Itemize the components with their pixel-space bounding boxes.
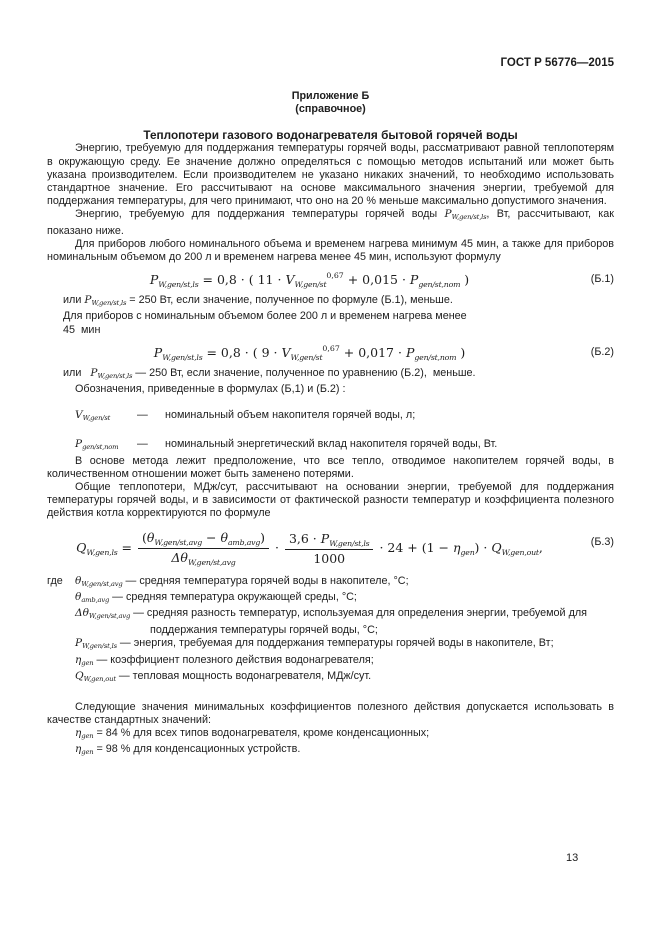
fraction-power — [285, 531, 374, 566]
var-subscript: W,gen,ls — [86, 547, 118, 557]
formula-operator: = — [117, 539, 136, 555]
var-symbol: η — [452, 539, 461, 555]
where-definitions — [47, 575, 614, 687]
var-symbol: θ — [146, 529, 155, 545]
line-devices-over-200: Для приборов с номинальным объемом более 200 л и временем нагрева менее — [63, 310, 467, 323]
notation-text: номинальный энергетический вклад накопителя горячей воды, Вт. — [165, 438, 498, 451]
var-symbol: Δθ — [171, 549, 188, 565]
formula-operator: ) — [460, 272, 470, 288]
formula-b2 — [47, 344, 614, 362]
var-subscript: W,gen/st,ls — [97, 371, 133, 380]
var-symbol: V — [281, 344, 291, 360]
var-symbol: P — [409, 272, 419, 288]
line-45-min: 45 мин — [63, 323, 101, 336]
var-subscript: W,gen/st — [82, 414, 111, 423]
definition-item — [47, 607, 614, 637]
var-symbol: Q — [76, 539, 87, 555]
var-subscript: W,gen,out — [501, 547, 539, 557]
definition-text: — тепловая мощность водонагревателя, МДж/сут. — [115, 670, 372, 683]
var-subscript: gen — [81, 748, 94, 757]
var-subscript: amb,avg — [227, 537, 261, 547]
var-subscript: gen — [81, 658, 94, 667]
var-superscript: 0,67 — [322, 343, 340, 353]
var-symbol: V — [75, 409, 83, 422]
var-subscript: W,gen/st — [290, 352, 323, 362]
page-number: 13 — [566, 852, 579, 864]
formula-operator: = 0,8 · ( 9 · — [202, 344, 282, 360]
appendix-type: (справочное) — [295, 103, 366, 116]
definition-text: — коэффициент полезного действия водонагревателя; — [93, 653, 374, 666]
para-devices-45min: Для приборов любого номинального объема и временем нагрева минимум 45 мин, а также для приборов номинальным объемом до 200 л и временем нагрева менее 45 мин, используют формулу — [47, 237, 614, 264]
fraction-temperature — [138, 530, 269, 567]
var-symbol: θ — [220, 529, 228, 545]
var-symbol: P — [75, 637, 83, 650]
var-subscript: W,gen,out — [83, 675, 116, 684]
var-symbol: V — [285, 272, 295, 288]
fraction-numerator — [138, 530, 269, 549]
var-subscript: W,gen/st,ls — [451, 213, 487, 222]
var-subscript: W,gen/st — [294, 280, 327, 290]
line-or-250-b2 — [63, 367, 614, 383]
var-subscript: amb,avg — [81, 596, 110, 605]
math-var-p — [75, 438, 137, 454]
var-subscript: gen/st,nom — [418, 280, 461, 290]
math-var-theta — [75, 591, 109, 603]
where-label: где — [47, 574, 63, 587]
formula-operator: + 0,017 · — [339, 344, 406, 360]
math-var-eta — [75, 743, 93, 755]
formula-operator: 3,6 · — [288, 530, 321, 546]
formula-operator: · 24 + (1 − — [375, 539, 453, 555]
var-subscript: W,gen/st,ls — [329, 538, 370, 548]
para-text: , Вт, рассчитывают, как показано ниже. — [47, 208, 614, 237]
para-text: Энергию, требуемую для поддержания температуры горячей воды — [75, 208, 445, 221]
var-symbol: θ — [75, 591, 82, 604]
definition-text: — средняя температура горячей воды в накопителе, °С; — [122, 574, 409, 587]
line-text: или — [63, 294, 85, 307]
math-var-eta — [75, 727, 93, 739]
formula-label-b1: (Б.1) — [590, 273, 614, 286]
var-subscript: W,gen/st,avg — [154, 537, 203, 547]
var-symbol: P — [75, 438, 83, 451]
document-content — [47, 0, 614, 760]
definition-item — [47, 575, 614, 591]
var-subscript: W,gen/st,avg — [187, 557, 236, 567]
var-symbol: η — [75, 743, 82, 756]
math-var-theta — [75, 575, 123, 587]
math-var-v — [75, 409, 137, 425]
math-var-delta-theta — [75, 607, 130, 619]
definition-item — [47, 637, 614, 653]
definition-text: — средняя разность температур, используемая для определения энергии, требуемой для поддержания температуры горячей воды, °С; — [130, 607, 588, 636]
para-method-basis: В основе метода лежит предположение, что все тепло, отводимое накопителем горячей воды, в количественном отношении может быть заменено потерями. — [47, 454, 614, 480]
var-subscript: W,gen/st,ls — [158, 280, 199, 290]
var-symbol: P — [84, 294, 92, 307]
var-subscript: W,gen/st,avg — [81, 579, 123, 588]
notation-heading: Обозначения, приведенные в формулах (Б,1) и (Б.2) : — [75, 383, 346, 396]
notation-item — [47, 438, 614, 454]
formula-operator: = 0,8 · ( 11 · — [198, 272, 286, 288]
appendix-heading: Приложение Б — [291, 90, 370, 102]
formula-operator: · — [271, 539, 283, 555]
formula-label-b2: (Б.2) — [590, 345, 614, 358]
var-subscript: W,gen/st,ls — [91, 299, 127, 308]
var-symbol: Q — [75, 670, 84, 683]
math-var-p — [84, 294, 126, 306]
var-symbol: η — [75, 653, 82, 666]
math-var-p — [445, 208, 487, 220]
line-or-250-b1 — [63, 294, 614, 310]
math-var-p — [75, 637, 117, 649]
formula-number: 1000 — [313, 550, 346, 566]
var-symbol: P — [149, 272, 159, 288]
math-var-eta — [75, 654, 93, 666]
dash: — — [137, 409, 148, 422]
var-symbol: θ — [75, 574, 82, 587]
formula-b3 — [47, 530, 614, 567]
var-symbol: Δθ — [75, 607, 89, 620]
line-text: = 250 Вт, если значение, полученное по формуле (Б.1), меньше. — [126, 294, 453, 307]
var-subscript: W,gen/st,ls — [162, 352, 203, 362]
var-superscript: 0,67 — [326, 271, 344, 281]
var-subscript: gen — [81, 731, 94, 740]
dash: — — [137, 438, 148, 451]
definition-item — [47, 670, 614, 686]
line-text: или — [63, 366, 91, 379]
formula-b1 — [47, 271, 614, 289]
notation-item — [47, 409, 614, 425]
var-symbol: η — [75, 726, 82, 739]
para-energy-calc — [47, 208, 614, 237]
math-var-p — [90, 367, 132, 379]
para-total-losses: Общие теплопотери, МДж/сут, рассчитывают на основании энергии, требуемой для поддержания температуры горячей воды, и в зависимости от фактической разности температур и коэффициента полезного действия котла корректируются по формуле — [47, 481, 614, 520]
formula-operator: ) — [260, 529, 266, 545]
formula-operator: , — [538, 539, 543, 555]
formula-b1-body — [47, 271, 572, 289]
definition-text: — энергия, требуемая для поддержания температуры горячей воды в накопителе, Вт; — [116, 637, 554, 650]
var-subscript: W,gen/st,ls — [82, 642, 117, 651]
document-number: ГОСТ Р 56776—2015 — [500, 57, 614, 69]
var-subscript: W,gen/st,avg — [88, 612, 131, 621]
standard-value-text: = 98 % для конденсационных устройств. — [93, 743, 301, 756]
var-subscript: gen/st,nom — [414, 352, 457, 362]
formula-operator: ( — [141, 529, 147, 545]
formula-operator: + 0,015 · — [343, 272, 410, 288]
definition-item — [47, 591, 614, 607]
var-subscript: gen — [460, 547, 475, 557]
definition-item — [47, 654, 614, 670]
page-title: Теплопотери газового водонагревателя бытовой горячей воды — [143, 128, 518, 143]
para-standard-values: Следующие значения минимальных коэффициентов полезного действия допускается использовать в качестве стандартных значений: — [47, 700, 614, 726]
definition-text: — средняя температура окружающей среды, °С; — [109, 591, 357, 604]
formula-label-b3: (Б.3) — [590, 535, 614, 548]
var-symbol: P — [90, 366, 98, 379]
fraction-numerator — [285, 531, 374, 550]
notation-text: номинальный объем накопителя горячей воды, л; — [165, 409, 416, 422]
var-symbol: P — [320, 530, 330, 546]
fraction-denominator — [138, 549, 269, 567]
formula-operator: ) · — [474, 539, 492, 555]
var-symbol: P — [405, 344, 415, 360]
math-var-q — [75, 670, 116, 682]
var-symbol: Q — [491, 539, 502, 555]
standard-value-item — [47, 743, 614, 759]
fraction-denominator — [285, 550, 374, 566]
var-symbol: P — [153, 344, 163, 360]
para-energy-intro: Энергию, требуемую для поддержания температуры горячей воды, рассматривают равной теплопотерям в окружающую среду. Ее значение должно определяться с помощью методов испытаний или может быть указана производителем. Если производителем не указано никаких значений, то необходимо использовать стандартное значение. Его рассчитывают на основе максимального значения энергии, требуемой для поддержания температуры, для чего принимают, что оно на 20 % меньше максимально допустимого значения. — [47, 142, 614, 208]
formula-operator: ) — [456, 344, 466, 360]
var-symbol: P — [444, 208, 452, 221]
formula-b3-body — [47, 530, 572, 567]
line-text: — 250 Вт, если значение, полученное по уравнению (Б.2), меньше. — [132, 366, 476, 379]
standard-value-text: = 84 % для всех типов водонагревателя, кроме конденсационных; — [93, 726, 430, 739]
formula-b2-body — [47, 344, 572, 362]
standard-value-item — [47, 727, 614, 743]
var-subscript: gen/st,nom — [82, 443, 119, 452]
formula-operator: − — [202, 529, 221, 545]
